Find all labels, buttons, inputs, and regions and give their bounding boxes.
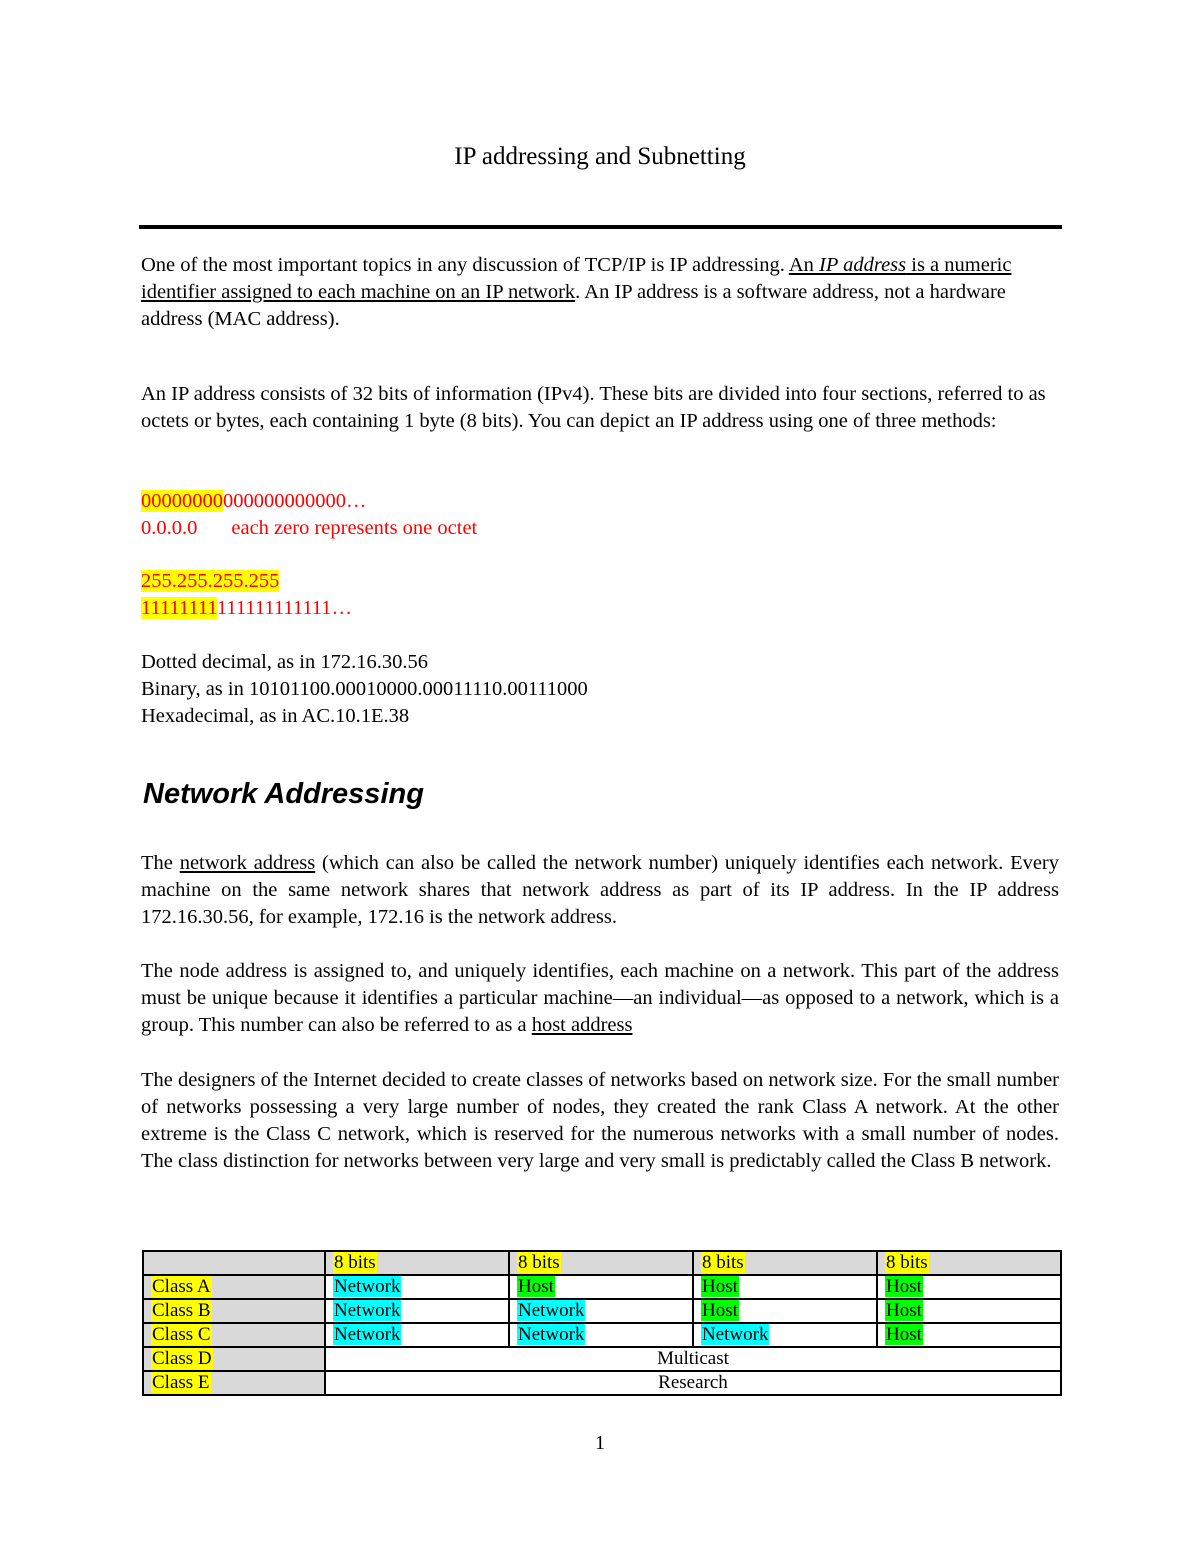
method-hexadecimal: Hexadecimal, as in AC.10.1E.38 (141, 705, 410, 727)
host-tag: Host (886, 1276, 922, 1297)
octet-1-label: 8 bits (334, 1252, 376, 1273)
page-number: 1 (595, 1432, 605, 1454)
network-p1-rest: (which can also be called the network number) uniquely identifies each network. Every machine on the same network shares that network address as part of its IP address. In the IP address 172.16.30.56, for example, 172.16 is the network address. (141, 852, 1060, 928)
table-row-class-b (143, 1299, 1061, 1323)
network-tag: Network (334, 1276, 401, 1297)
octet-header (509, 1251, 693, 1275)
host-tag: Host (702, 1276, 738, 1297)
table-cell (325, 1323, 509, 1347)
table-cell (877, 1275, 1061, 1299)
network-p1-start: The (141, 852, 180, 874)
research-cell: Research (325, 1371, 1061, 1395)
zeros-dotted: 0.0.0.0 (141, 517, 198, 539)
host-tag: Host (702, 1300, 738, 1321)
ones-dotted: 255.255.255.255 (141, 570, 280, 592)
table-corner-cell (143, 1251, 325, 1275)
network-tag: Network (334, 1300, 401, 1321)
class-label-cell (143, 1371, 325, 1395)
table-cell (509, 1323, 693, 1347)
octet-header (325, 1251, 509, 1275)
multicast-cell: Multicast (325, 1347, 1061, 1371)
zeros-binary-example (141, 488, 1059, 515)
ones-binary-example (141, 595, 1059, 622)
ip-definition-part-3: is a numeric identifier assigned to each machine on an IP network (141, 254, 1012, 303)
class-d-label: Class D (152, 1348, 212, 1369)
octet-3-label: 8 bits (702, 1252, 744, 1273)
network-tag: Network (518, 1300, 585, 1321)
table-cell (325, 1275, 509, 1299)
intro-text-start: One of the most important topics in any discussion of TCP/IP is IP addressing. (141, 254, 789, 276)
table-cell (877, 1299, 1061, 1323)
octet-2-label: 8 bits (518, 1252, 560, 1273)
table-cell (693, 1323, 877, 1347)
class-label-cell (143, 1347, 325, 1371)
table-cell (693, 1275, 877, 1299)
network-tag: Network (334, 1324, 401, 1345)
host-tag: Host (886, 1300, 922, 1321)
zeros-highlighted-octet: 00000000 (141, 490, 223, 512)
intro-paragraph-1 (141, 252, 1059, 333)
octet-header (693, 1251, 877, 1275)
ip-address-term: IP address (819, 254, 907, 276)
octet-header (877, 1251, 1061, 1275)
title-divider (139, 225, 1062, 229)
zeros-note: each zero represents one octet (231, 517, 478, 539)
table-cell (509, 1275, 693, 1299)
octet-4-label: 8 bits (886, 1252, 928, 1273)
class-a-label: Class A (152, 1276, 211, 1297)
network-tag: Network (518, 1324, 585, 1345)
zeros-dotted-example (141, 515, 1059, 542)
table-cell (693, 1299, 877, 1323)
host-tag: Host (886, 1324, 922, 1345)
ip-definition-part-1: An (788, 254, 819, 276)
network-paragraph-2 (141, 958, 1059, 1039)
intro-paragraph-2: An IP address consists of 32 bits of information (IPv4). These bits are divided into four sections, referred to as octets or bytes, each containing 1 byte (8 bits). You can depict an IP address using one of three methods: (141, 383, 1046, 432)
class-c-label: Class C (152, 1324, 211, 1345)
class-label-cell (143, 1299, 325, 1323)
table-row-class-e (143, 1371, 1061, 1395)
zeros-rest: 000000000000… (223, 490, 367, 512)
network-p2-start: The node address is assigned to, and uniquely identifies, each machine on a network. This part of the address must be unique because it identifies a particular machine—an individual—as opposed to a network, which is a group. This number can also be referred to as a (141, 960, 1059, 1036)
class-e-label: Class E (152, 1372, 210, 1393)
table-cell (509, 1299, 693, 1323)
table-row-class-a (143, 1275, 1061, 1299)
network-paragraph-1 (141, 850, 1059, 931)
page-title: IP addressing and Subnetting (454, 143, 746, 170)
table-cell (877, 1323, 1061, 1347)
ones-dotted-example (141, 568, 1059, 595)
method-binary: Binary, as in 10101100.00010000.00011110.00111000 (141, 678, 588, 700)
ones-rest: 111111111111… (217, 597, 353, 619)
network-address-term: network address (179, 852, 316, 874)
section-heading: Network Addressing (143, 778, 424, 810)
host-tag: Host (518, 1276, 554, 1297)
table-cell (325, 1299, 509, 1323)
method-dotted-decimal: Dotted decimal, as in 172.16.30.56 (141, 651, 428, 673)
intro-text-end: . An IP address is a software address, not a hardware address (MAC address). (141, 281, 1006, 330)
network-paragraph-3: The designers of the Internet decided to create classes of networks based on network size. For the small number of networks possessing a very large number of nodes, they created the rank Class A network. At the other extreme is the Class C network, which is reserved for the numerous networks with a small number of nodes. The class distinction for networks between very large and very small is predictably called the Class B network. (141, 1069, 1059, 1172)
ones-highlighted-octet: 11111111 (141, 597, 218, 619)
class-label-cell (143, 1275, 325, 1299)
class-label-cell (143, 1323, 325, 1347)
table-row-class-d (143, 1347, 1061, 1371)
table-row-class-c (143, 1323, 1061, 1347)
network-tag: Network (702, 1324, 769, 1345)
class-b-label: Class B (152, 1300, 211, 1321)
host-address-term: host address (531, 1014, 633, 1036)
table-header-row (143, 1251, 1061, 1275)
ip-class-table (142, 1250, 1062, 1396)
